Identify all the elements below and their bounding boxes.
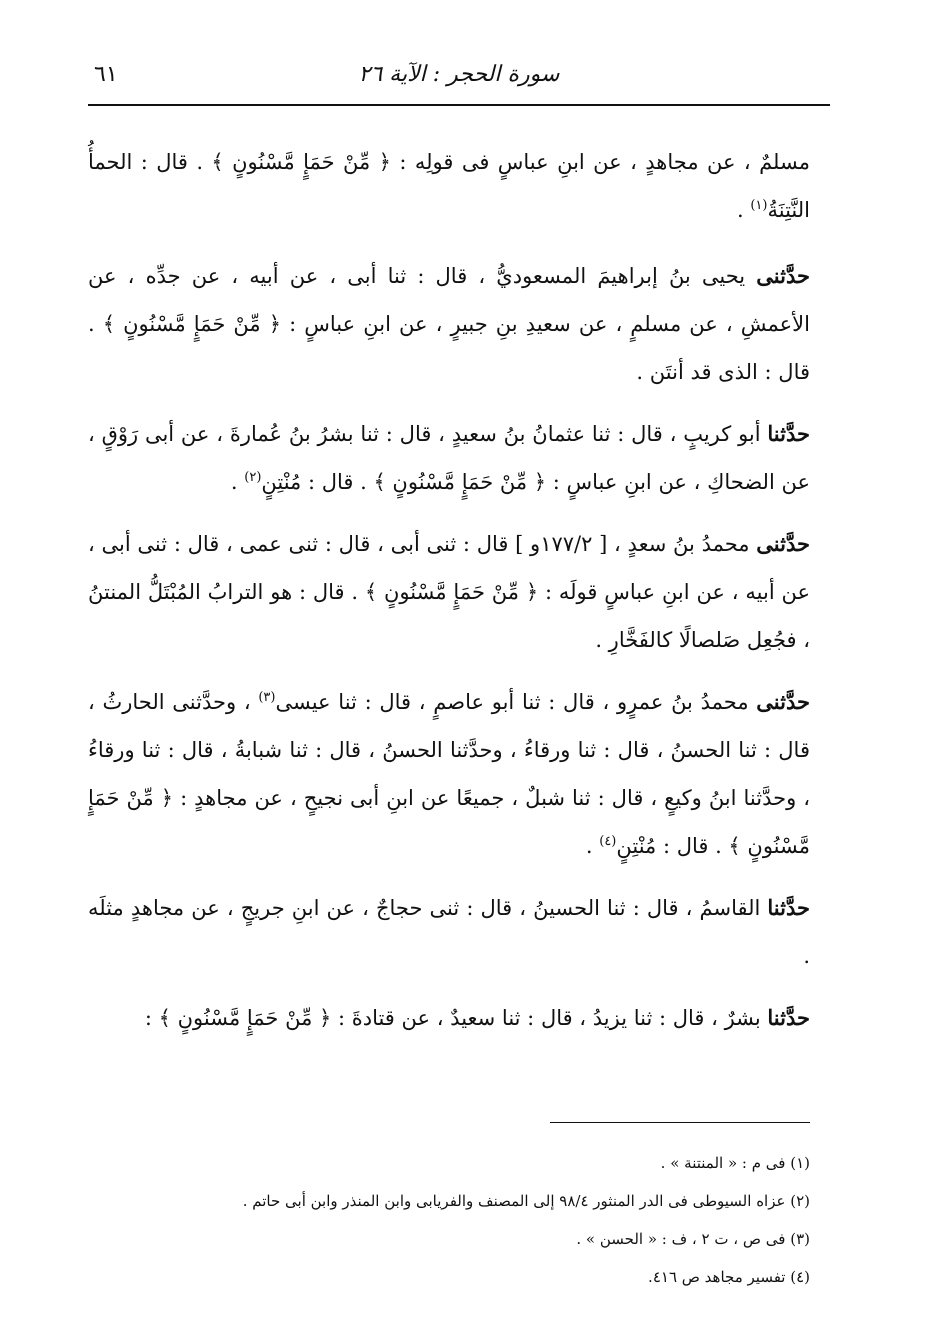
paragraph-text: بشرٌ ، قال : ثنا يزيدُ ، قال : ثنا سعيدٌ ، عن قتادةَ : ﴿ مِّنْ حَمَإٍ مَّسْنُونٍ ﴾ : [144, 1006, 768, 1030]
paragraph-7 [88, 994, 810, 1042]
footnote-ref-4: (٤) [599, 834, 617, 849]
paragraph-tail: ، وحدَّثنى الحارثُ ، قال : ثنا الحسنُ ، قال : ثنا ورقاءُ ، وحدَّثنا الحسنُ ، قال : ثنا شبابةُ ، قال : ثنا ورقاءُ ، وحدَّثنا ابنُ وكيعٍ ، قال : ثنا شبلٌ ، جميعًا عن ابنِ أبى نجيحٍ ، عن مجاهدٍ : ﴿ مِّنْ حَمَإٍ مَّسْنُونٍ ﴾ . قال : مُنْتِنٍ [88, 690, 810, 858]
paragraph-lead: حدَّثنى [756, 263, 810, 288]
main-text [88, 138, 810, 1056]
footnote-ref-3: (٣) [258, 690, 276, 705]
paragraph-text: يحيى بنُ إبراهيمَ المسعوديُّ ، قال : ثنا أبى ، عن أبيه ، عن جدِّه ، عن الأعمشِ ، عن مسلمٍ ، عن سعيدِ بنِ جبيرٍ ، عن ابنِ عباسٍ : ﴿ مِّنْ حَمَإٍ مَّسْنُونٍ ﴾ . قال : الذى قد أنتَن . [88, 264, 810, 384]
paragraph-4 [88, 520, 810, 664]
paragraph-3 [88, 410, 810, 506]
page-number: ٦١ [94, 62, 118, 87]
paragraph-6 [88, 884, 810, 980]
paragraph-lead: حدَّثنا [767, 895, 810, 920]
paragraph-text: أبو كريبٍ ، قال : ثنا عثمانُ بنُ سعيدٍ ، قال : ثنا بشرُ بنُ عُمارةَ ، عن أبى رَوْقٍ ، عن الضحاكِ ، عن ابنِ عباسٍ : ﴿ مِّنْ حَمَإٍ مَّسْنُونٍ ﴾ . قال : مُنْتِنٍ [88, 422, 810, 494]
paragraph-lead: حدَّثنا [767, 1005, 810, 1030]
paragraph-lead: حدَّثنى [756, 531, 810, 556]
paragraph-5 [88, 678, 810, 870]
paragraph-tail: . [736, 198, 751, 222]
footnote-ref-2: (٢) [244, 470, 262, 485]
footnote-4: (٤) تفسير مجاهد ص ٤١٦. [648, 1268, 810, 1286]
footnote-rule [550, 1122, 810, 1123]
paragraph-text: محمدُ بنُ عمرٍو ، قال : ثنا أبو عاصمٍ ، قال : ثنا عيسى [275, 690, 757, 714]
paragraph-tail-2: . [585, 834, 600, 858]
footnote-1: (١) فى م : « المنتنة » . [660, 1154, 810, 1172]
paragraph-text: مسلمٌ ، عن مجاهدٍ ، عن ابنِ عباسٍ فى قولِه : ﴿ مِّنْ حَمَإٍ مَّسْنُونٍ ﴾ . قال : الحمأُ النَّتِنَةُ [88, 150, 810, 222]
paragraph-text: محمدُ بنُ سعدٍ ، [ ١٧٧/٢و ] قال : ثنى أبى ، قال : ثنى عمى ، قال : ثنى أبى ، عن أبيه ، عن ابنِ عباسٍ قولَه : ﴿ مِّنْ حَمَإٍ مَّسْنُونٍ ﴾ . قال : هو الترابُ المُبْتَلُّ المنتنُ ، فجُعِل صَلصالًا كالفَخَّارِ . [88, 532, 810, 652]
paragraph-lead: حدَّثنى [756, 689, 810, 714]
header-rule [88, 104, 830, 106]
page-header [88, 62, 830, 102]
paragraph-2 [88, 252, 810, 396]
footnote-ref-1: (١) [750, 198, 768, 213]
paragraph-text: القاسمُ ، قال : ثنا الحسينُ ، قال : ثنى حجاجٌ ، عن ابنِ جريجٍ ، عن مجاهدٍ مثلَه . [88, 896, 810, 968]
paragraph-1 [88, 138, 810, 234]
paragraph-tail: . [230, 470, 245, 494]
footnotes [88, 1144, 810, 1296]
footnote-3: (٣) فى ص ، ت ٢ ، ف : « الحسن » . [576, 1230, 810, 1248]
footnote-2: (٢) عزاه السيوطى فى الدر المنثور ٩٨/٤ إلى المصنف والفريابى وابن المنذر وابن أبى حاتم . [242, 1192, 810, 1210]
running-title: سورة الحجر : الآية ٢٦ [358, 62, 560, 87]
paragraph-lead: حدَّثنا [767, 421, 810, 446]
